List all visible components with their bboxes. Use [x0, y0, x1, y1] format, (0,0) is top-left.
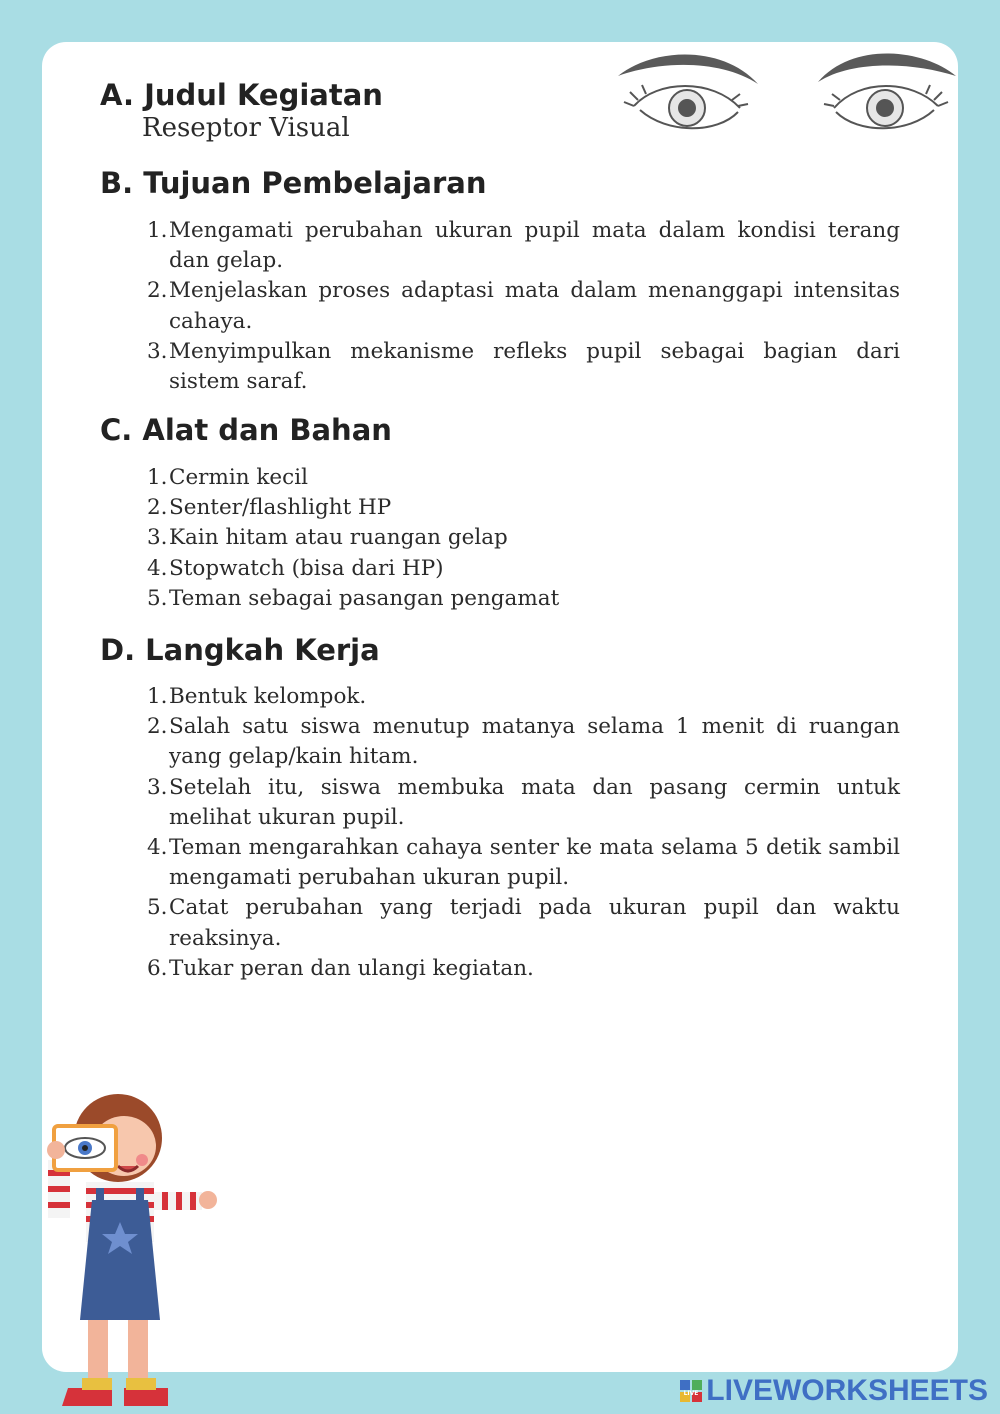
liveworksheets-logo-icon [680, 1380, 702, 1402]
list-item: 5. Catat perubahan yang terjadi pada ukuran pupil dan waktu reaksinya. [147, 895, 900, 951]
eyes-illustration [612, 42, 962, 142]
list-item: 2. Senter/flashlight HP [147, 495, 392, 521]
list-item: 3. Setelah itu, siswa membuka mata dan pasang cermin untuk melihat ukuran pupil. [147, 774, 900, 830]
section-b-title: B. Tujuan Pembelajaran [100, 166, 487, 200]
list-item: 4. Teman mengarahkan cahaya senter ke mata selama 5 detik sambil mengamati perubahan ukuran pupil. [147, 835, 900, 891]
list-item: 1. Bentuk kelompok. [147, 684, 367, 709]
list-item: 2. Menjelaskan proses adaptasi mata dalam menanggapi intensitas cahaya. [147, 278, 900, 334]
list-item: 6. Tukar peran dan ulangi kegiatan. [147, 955, 534, 981]
steps-list [147, 682, 900, 984]
girl-holding-eye-card-illustration [40, 1090, 220, 1410]
list-item: 3. Menyimpulkan mekanisme refleks pupil sebagai bagian dari sistem saraf. [147, 338, 900, 395]
section-c-title: C. Alat dan Bahan [100, 413, 392, 447]
brand-name: LIVEWORKSHEETS [706, 1374, 988, 1407]
svg-text:LIVE: LIVE [683, 1390, 699, 1397]
list-item: 5. Teman sebagai pasangan pengamat [147, 585, 560, 611]
list-item: 1. Mengamati perubahan ukuran pupil mata dalam kondisi terang dan gelap. [147, 218, 900, 274]
section-a-title: A. Judul Kegiatan [100, 78, 383, 112]
list-item: 1. Cermin kecil [147, 465, 308, 490]
list-item: 3. Kain hitam atau ruangan gelap [147, 525, 508, 551]
list-item: 4. Stopwatch (bisa dari HP) [147, 555, 444, 581]
materials-list [147, 463, 900, 614]
section-d-title: D. Langkah Kerja [100, 633, 380, 667]
liveworksheets-branding [680, 1374, 988, 1408]
activity-title: Reseptor Visual [142, 113, 350, 143]
list-item: 2. Salah satu siswa menutup matanya selama 1 menit di ruangan yang gelap/kain hitam. [147, 714, 900, 770]
objectives-list [147, 216, 900, 397]
